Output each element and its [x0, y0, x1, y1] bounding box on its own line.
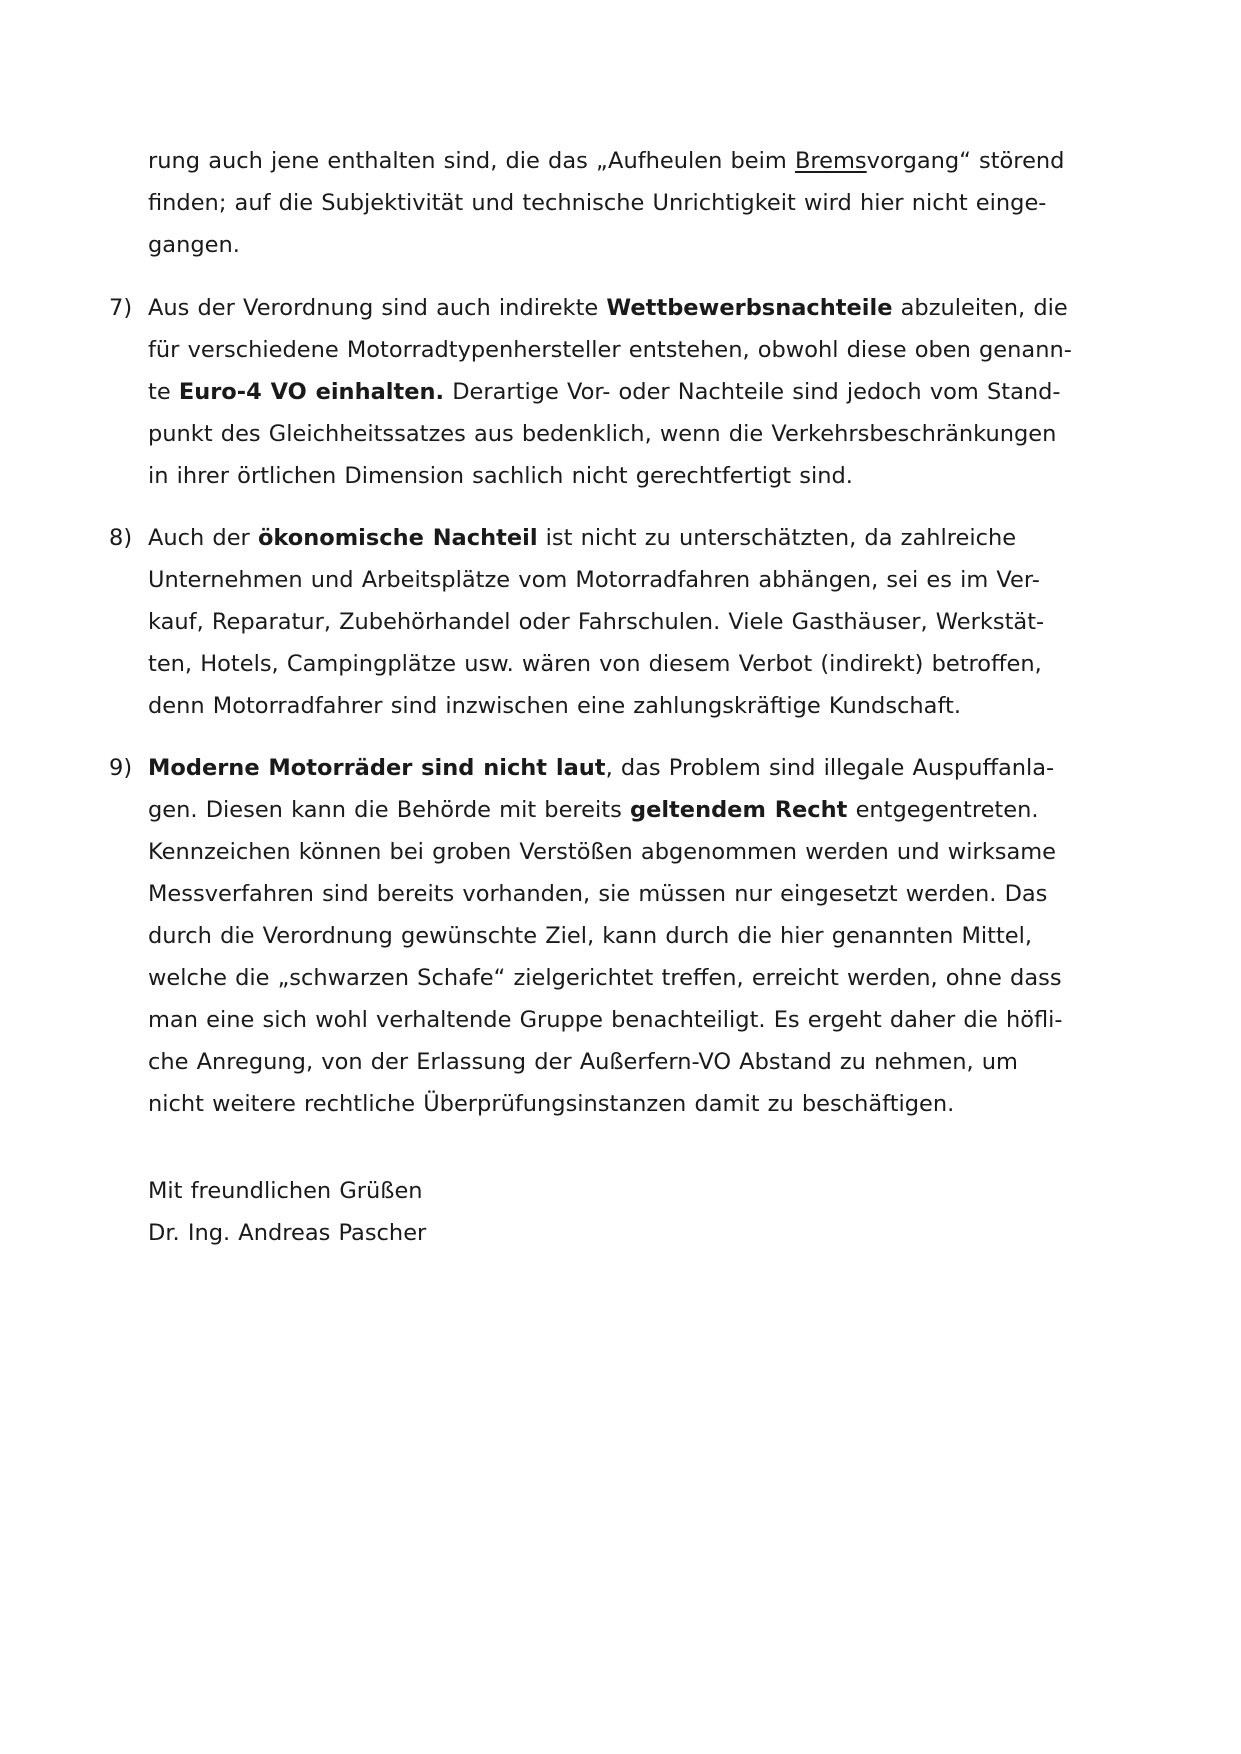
list-item-line — [148, 1047, 1018, 1077]
list-item-line — [148, 377, 1061, 407]
text-run: nicht weitere rechtliche Überprüfungsinstanzen damit zu beschäftigen. — [148, 1091, 955, 1117]
text-run: Messverfahren sind bereits vorhanden, sie müssen nur eingesetzt werden. Das — [148, 881, 1048, 907]
list-item-line — [148, 963, 1062, 993]
text-run: te — [148, 379, 179, 405]
bold-text: Euro-4 VO einhalten. — [178, 379, 445, 405]
signature-name: Dr. Ing. Andreas Pascher — [148, 1220, 427, 1246]
list-item-line — [148, 419, 1056, 449]
text-run: welche die „schwarzen Schafe“ zielgerichtet treffen, erreicht werden, ohne dass — [148, 965, 1062, 991]
text-run: entgegentreten. — [847, 797, 1039, 823]
text-run: denn Motorradfahrer sind inzwischen eine zahlungskräftige Kundschaft. — [148, 693, 961, 719]
bold-text: ökonomische Nachteil — [257, 525, 538, 551]
list-item-number: 7) — [109, 295, 133, 321]
list-item-line — [148, 879, 1047, 909]
text-run: finden; auf die Subjektivität und technische Unrichtigkeit wird hier nicht einge- — [148, 190, 1047, 216]
text-run: punkt des Gleichheitssatzes aus bedenklich, wenn die Verkehrsbeschränkungen — [148, 421, 1057, 447]
list-item-line — [148, 1005, 1063, 1035]
text-run: für verschiedene Motorradtypenhersteller entstehen, obwohl diese oben genann- — [148, 337, 1072, 363]
list-item-line — [148, 523, 1016, 553]
continuation-line — [148, 188, 1046, 218]
text-run: kauf, Reparatur, Zubehörhandel oder Fahrschulen. Viele Gasthäuser, Werkstät- — [148, 609, 1045, 635]
list-item-line — [148, 753, 1054, 783]
list-item-line — [148, 335, 1072, 365]
text-run: , das Problem sind illegale Auspuffanla- — [605, 755, 1055, 781]
text-run: ten, Hotels, Campingplätze usw. wären von diesem Verbot (indirekt) betroffen, — [148, 651, 1042, 677]
text-run: abzuleiten, die — [892, 295, 1068, 321]
list-item-line — [148, 691, 961, 721]
list-item-line — [148, 837, 1056, 867]
list-item-line — [148, 607, 1044, 637]
text-run: ist nicht zu unterschätzten, da zahlreiche — [537, 525, 1017, 551]
underlined-text: Brems — [794, 148, 867, 174]
list-item-line — [148, 1089, 954, 1119]
text-run: durch die Verordnung gewünschte Ziel, kann durch die hier genannten Mittel, — [148, 923, 1033, 949]
text-run: Derartige Vor- oder Nachteile sind jedoch vom Stand- — [444, 379, 1061, 405]
list-item-line — [148, 565, 1040, 595]
continuation-line — [148, 146, 1064, 176]
bold-text: geltendem Recht — [629, 797, 848, 823]
text-run: in ihrer örtlichen Dimension sachlich nicht gerechtfertigt sind. — [148, 463, 853, 489]
text-run: gangen. — [148, 232, 240, 258]
list-item-line — [148, 461, 853, 491]
list-item-line — [148, 649, 1042, 679]
text-run: Aus der Verordnung sind auch indirekte — [148, 295, 607, 321]
list-item-number: 9) — [109, 755, 133, 781]
list-item-line — [148, 921, 1032, 951]
text-run: Kennzeichen können bei groben Verstößen abgenommen werden und wirksame — [148, 839, 1057, 865]
bold-text: Wettbewerbsnachteile — [606, 295, 893, 321]
text-run: rung auch jene enthalten sind, die das „Aufheulen beim — [148, 148, 795, 174]
text-run: man eine sich wohl verhaltende Gruppe benachteiligt. Es ergeht daher die höfli- — [148, 1007, 1063, 1033]
list-item-number: 8) — [109, 525, 133, 551]
text-run: Unternehmen und Arbeitsplätze vom Motorradfahren abhängen, sei es im Ver- — [148, 567, 1040, 593]
list-item-line — [148, 293, 1068, 323]
text-run: che Anregung, von der Erlassung der Außerfern-VO Abstand zu nehmen, um — [148, 1049, 1018, 1075]
text-run: Auch der — [148, 525, 258, 551]
text-run: vorgang“ störend — [866, 148, 1065, 174]
text-run: gen. Diesen kann die Behörde mit bereits — [148, 797, 630, 823]
bold-text: Moderne Motorräder sind nicht laut — [148, 755, 606, 781]
list-item-line — [148, 795, 1039, 825]
closing-greeting: Mit freundlichen Grüßen — [148, 1178, 423, 1204]
continuation-line — [148, 230, 240, 260]
